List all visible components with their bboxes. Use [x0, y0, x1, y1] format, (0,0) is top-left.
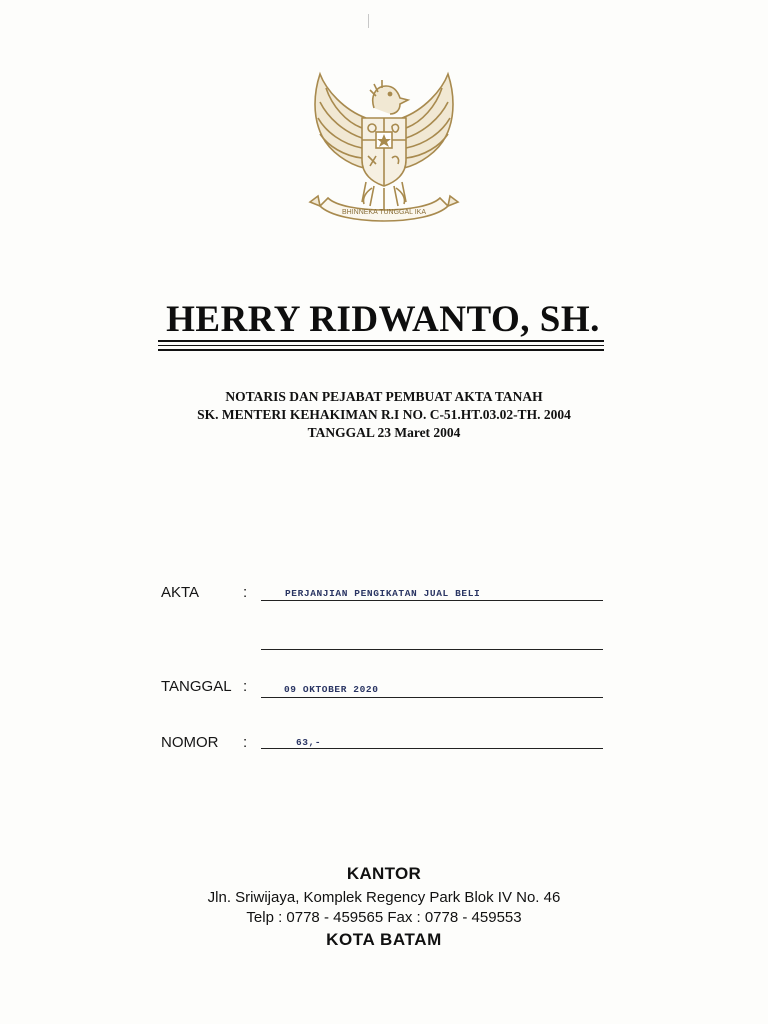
tanggal-line: [261, 697, 603, 698]
nomor-label: NOMOR: [161, 734, 219, 751]
title-underline: [158, 349, 604, 351]
tanggal-label: TANGGAL: [161, 678, 232, 695]
colon: :: [243, 584, 248, 601]
nomor-line: [261, 748, 603, 749]
akta-label: AKTA: [161, 584, 200, 601]
tanggal-value: 09 OKTOBER 2020: [284, 684, 379, 695]
colon: :: [243, 678, 248, 695]
notary-name: HERRY RIDWANTO, SH.: [166, 299, 600, 340]
akta-line: [261, 600, 603, 601]
office-city: KOTA BATAM: [326, 930, 442, 949]
nomor-value: 63,-: [296, 737, 322, 748]
title-underline: [158, 345, 604, 346]
title-underline: [158, 340, 604, 342]
emblem-motto: BHINNEKA TUNGGAL IKA: [341, 209, 427, 216]
office-title: KANTOR: [346, 864, 422, 883]
credential-line: TANGGAL 23 Maret 2004: [307, 425, 461, 440]
credential-line: NOTARIS DAN PEJABAT PEMBUAT AKTA TANAH: [225, 389, 543, 404]
office-address: Jln. Sriwijaya, Komplek Regency Park Blok IV No. 46: [207, 889, 561, 906]
colon: :: [243, 734, 248, 751]
office-phone: Telp : 0778 - 459565 Fax : 0778 - 459553: [246, 909, 522, 926]
akta-value: PERJANJIAN PENGIKATAN JUAL BELI: [285, 588, 481, 599]
akta-line-2: [261, 649, 603, 650]
garuda-emblem-icon: [304, 70, 464, 232]
scan-mark: [368, 14, 369, 28]
credential-line: SK. MENTERI KEHAKIMAN R.I NO. C-51.HT.03.02-TH. 2004: [197, 407, 571, 422]
